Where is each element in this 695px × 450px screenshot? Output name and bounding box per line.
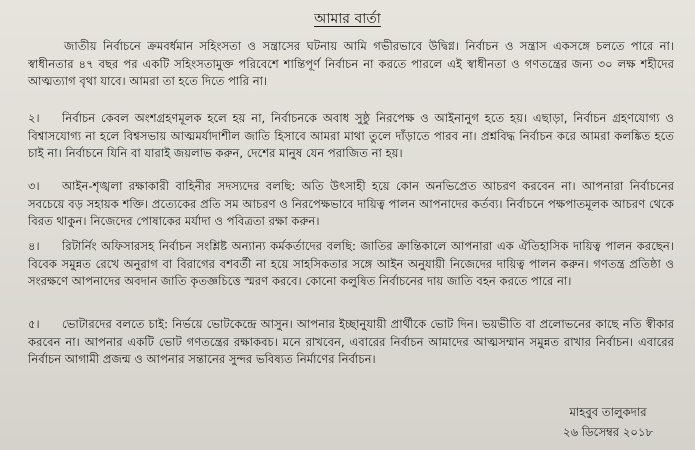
paragraph-4-text: রিটার্নিং অফিসারসহ নির্বাচন সংশ্লিষ্ট অন্যান্য কর্মকর্তাদের বলছি: জাতির ক্রান্তিকালে আপনারা এক ঐতিহাসিক দায়িত্ব পালন করছেন। বিবেক সমুন্নত রেখে অনুরাগ বা বিরাগের বশবর্তী না হয়ে সাহসিকতার সঙ্গে আইন অনুযায়ী নিজেদের দায়িত্ব পালন করুন। গণতন্ত্র প্রতিষ্ঠা ও সংরক্ষণে আপনাদের অবদান জাতি কৃতজ্ঞচিত্তে স্মরণ করবে। কোনো কলুষিত নির্বাচনের দায় জাতি বহন করতে পারে না।	[28, 239, 674, 289]
paragraph-4-number: ৪।	[28, 239, 40, 253]
document-title	[0, 10, 695, 28]
paragraph-4	[28, 238, 674, 291]
paragraph-3	[28, 178, 674, 231]
paragraph-1-text: জাতীয় নির্বাচনে ক্রমবর্ধমান সহিংসতা ও সন্ত্রাসের ঘটনায় আমি গভীরভাবে উদ্বিগ্ন। নির্বাচন ও সন্ত্রাস একসঙ্গে চলতে পারে না। স্বাধীনতার ৪৭ বছর পর একটি সহিংসতামুক্ত পরিবেশে শান্তিপূর্ণ নির্বাচন না করতে পারলে এই স্বাধীনতা ও গণতন্ত্রের জন্য ৩০ লক্ষ শহীদের আত্মত্যাগ বৃথা যাবে। আমরা তা হতে দিতে পারি না।	[28, 39, 674, 89]
paragraph-5-text: ভোটারদের বলতে চাই: নির্ভয়ে ভোটকেন্দ্রে আসুন। আপনার ইচ্ছানুযায়ী প্রার্থীকে ভোট দিন। ভয়ভীতি বা প্রলোভনের কাছে নতি স্বীকার করবেন না। আপনার একটি ভোট গণতন্ত্রের রক্ষাকবচ। মনে রাখবেন, এবারের নির্বাচন আমাদের আত্মসম্মান সমুন্নত রাখার নির্বাচন। এবারের নির্বাচন আগামী প্রজন্ম ও আপনার সন্তানের সুন্দর ভবিষ্যত নির্মাণের নির্বাচন।	[28, 317, 674, 367]
signature-block	[563, 402, 653, 442]
paragraph-3-number: ৩।	[28, 179, 40, 193]
paragraph-2	[28, 110, 674, 163]
paragraph-2-text: নির্বাচন কেবল অংশগ্রহণমূলক হলে হয় না, নির্বাচনকে অবাধ সুষ্ঠু নিরপেক্ষ ও আইনানুগ হতে হয়। এছাড়া, নির্বাচন গ্রহণযোগ্য ও বিশ্বাসযোগ্য না হলে বিশ্বসভায় আত্মমর্যাদাশীল জাতি হিসাবে আমরা মাথা তুলে দাঁড়াতে পারব না। প্রশ্নবিদ্ধ নির্বাচন করে আমরা কলঙ্কিত হতে চাই না। নির্বাচনে যিনি বা যারাই জয়লাভ করুন, দেশের মানুষ যেন পরাজিত না হয়।	[28, 111, 674, 161]
signature-name: মাহবুব তালুকদার	[569, 405, 647, 419]
paragraph-5	[28, 316, 674, 369]
document-title-text: আমার বার্তা	[314, 11, 381, 27]
paragraph-2-number: ২।	[28, 111, 40, 125]
paragraph-1	[28, 38, 674, 91]
signature-date: ২৬ ডিসেম্বর ২০১৮	[563, 425, 653, 439]
paragraph-5-number: ৫।	[28, 317, 40, 331]
paragraph-3-text: আইন-শৃঙ্খলা রক্ষাকারী বাহিনীর সদস্যদের বলছি: অতি উৎসাহী হয়ে কোন অনভিপ্রেত আচরণ করবেন না। আপনারা নির্বাচনের সবচেয়ে বড় সহায়ক শক্তি। প্রত্যেকের প্রতি সম আচরণ ও নিরপেক্ষভাবে দায়িত্ব পালন আপনাদের কর্তব্য। নির্বাচনে পক্ষপাতমূলক আচরণ থেকে বিরত থাকুন। নিজেদের পোষাকের মর্যাদা ও পবিত্রতা রক্ষা করুন।	[28, 179, 674, 229]
